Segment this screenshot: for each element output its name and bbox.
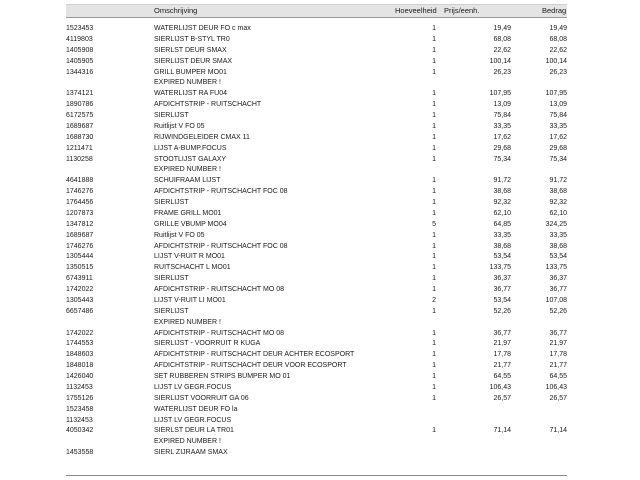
item-amount: 324,25 <box>545 220 567 228</box>
table-row <box>66 405 567 416</box>
item-amount: 22,62 <box>549 46 567 54</box>
item-description: AFDICHTSTRIP - RUITSCHACHT <box>154 101 262 109</box>
item-description: SET RUBBEREN STRIPS BUMPER MO 01 <box>154 373 291 380</box>
item-description: AFDICHTSTRIP - RUITSCHACHT MO 08 <box>154 286 285 293</box>
item-code: 4641888 <box>66 177 94 185</box>
item-amount: 71,14 <box>549 427 567 435</box>
item-unit-price: 22,62 <box>493 46 511 54</box>
item-quantity: 1 <box>432 394 436 402</box>
item-quantity: 1 <box>432 90 436 98</box>
item-code: 1426040 <box>66 373 94 380</box>
item-amount: 92,32 <box>549 199 567 206</box>
table-row <box>66 176 567 187</box>
table-row <box>66 35 567 46</box>
item-description: LIJST LV GEGR.FOCUS <box>154 383 232 391</box>
item-unit-price: 36,77 <box>493 329 511 337</box>
item-unit-price: 13,09 <box>493 101 511 109</box>
item-code: 1305444 <box>66 253 94 261</box>
item-description: WATERLIJST DEUR FO c max <box>154 25 251 32</box>
item-description: SIERLIJST <box>154 199 189 206</box>
item-description: EXPIRED NUMBER ! <box>154 79 221 87</box>
item-unit-price: 91,72 <box>493 177 511 185</box>
item-code: 1405908 <box>66 46 94 54</box>
item-quantity: 1 <box>432 35 436 43</box>
table-row <box>66 187 567 198</box>
item-amount: 36,77 <box>549 329 567 337</box>
header-amount: Bedrag <box>542 6 567 15</box>
item-unit-price: 36,77 <box>493 286 511 293</box>
item-description: SCHUIFRAAM LIJST <box>154 177 221 185</box>
item-quantity: 1 <box>432 242 436 250</box>
item-description: SIERLIJST DEUR SMAX <box>154 57 233 65</box>
item-quantity: 1 <box>432 264 436 272</box>
item-description: SIERLIJST VOORRUIT GA 06 <box>154 394 249 402</box>
table-row <box>66 133 567 144</box>
item-code: 1350515 <box>66 264 94 272</box>
item-unit-price: 71,14 <box>493 427 511 435</box>
item-code: 1453558 <box>66 449 94 457</box>
item-unit-price: 38,68 <box>493 242 511 250</box>
item-description: SIERLIJST - VOORRUIT R KUGA <box>154 340 261 348</box>
table-row <box>66 252 567 263</box>
item-code: 1848603 <box>66 351 94 359</box>
item-description: SIERLIJST <box>154 112 189 119</box>
table-row <box>66 57 567 68</box>
item-code: 6172575 <box>66 112 94 119</box>
item-code: 1848018 <box>66 362 94 370</box>
item-amount: 33,35 <box>549 122 567 130</box>
table-row <box>66 78 567 89</box>
table-row <box>66 111 567 122</box>
item-quantity: 1 <box>432 25 436 32</box>
item-description: GRILLE VBUMP MO04 <box>154 220 227 228</box>
item-code: 1523458 <box>66 405 94 413</box>
item-amount: 21,77 <box>549 362 567 370</box>
table-row <box>66 416 567 427</box>
table-row <box>66 198 567 209</box>
item-unit-price: 106,43 <box>489 383 511 391</box>
item-description: SIERLST DEUR SMAX <box>154 46 227 54</box>
item-amount: 33,35 <box>549 231 567 239</box>
table-row <box>66 394 567 405</box>
item-unit-price: 26,57 <box>493 394 511 402</box>
table-row <box>66 296 567 307</box>
table-row <box>66 89 567 100</box>
item-code: 1688730 <box>66 133 94 141</box>
item-unit-price: 19,49 <box>493 25 511 32</box>
table-row <box>66 339 567 350</box>
item-amount: 100,14 <box>545 57 567 65</box>
item-quantity: 1 <box>432 209 436 217</box>
table-row <box>66 437 567 448</box>
item-quantity: 1 <box>432 427 436 435</box>
item-description: SIERLIJST <box>154 307 189 315</box>
item-unit-price: 21,97 <box>493 340 511 348</box>
item-quantity: 1 <box>432 286 436 293</box>
item-code: 1689687 <box>66 231 94 239</box>
table-row <box>66 263 567 274</box>
item-unit-price: 107,95 <box>489 90 511 98</box>
item-amount: 13,09 <box>549 101 567 109</box>
item-description: GRILL BUMPER MO01 <box>154 68 227 76</box>
item-code: 1132453 <box>66 416 93 424</box>
item-unit-price: 17,78 <box>493 351 511 359</box>
table-row <box>66 100 567 111</box>
item-description: AFDICHTSTRIP - RUITSCHACHT FOC 08 <box>154 188 288 196</box>
item-code: 1405905 <box>66 57 94 65</box>
item-unit-price: 29,68 <box>493 144 511 152</box>
item-quantity: 1 <box>432 253 436 261</box>
item-quantity: 1 <box>432 362 436 370</box>
item-code: 1764456 <box>66 199 94 206</box>
item-amount: 75,84 <box>549 112 567 119</box>
table-row <box>66 426 567 437</box>
table-row <box>66 242 567 253</box>
header-description: Omschrijving <box>154 6 198 15</box>
item-amount: 75,34 <box>549 155 567 163</box>
item-quantity: 1 <box>432 112 436 119</box>
item-amount: 36,37 <box>549 275 567 283</box>
header-quantity: Hoeveelheid <box>395 6 437 15</box>
table-row <box>66 350 567 361</box>
item-description: STOOTLIJST GALAXY <box>154 155 227 163</box>
item-quantity: 1 <box>432 177 436 185</box>
item-code: 1742022 <box>66 329 94 337</box>
item-description: EXPIRED NUMBER ! <box>154 166 221 174</box>
item-amount: 26,57 <box>549 394 567 402</box>
item-amount: 17,62 <box>549 133 567 141</box>
item-description: AFDICHTSTRIP - RUITSCHACHT MO 08 <box>154 329 285 337</box>
item-unit-price: 33,35 <box>493 122 511 130</box>
item-description: Ruitlijst V FO 05 <box>154 122 205 130</box>
item-quantity: 1 <box>432 68 436 76</box>
item-amount: 106,43 <box>545 383 567 391</box>
item-unit-price: 21,77 <box>493 362 511 370</box>
item-description: SIERLST DEUR LA TR01 <box>154 427 234 435</box>
item-code: 4050342 <box>66 427 94 435</box>
table-row <box>66 144 567 155</box>
item-code: 1523453 <box>66 25 94 32</box>
item-description: AFDICHTSTRIP - RUITSCHACHT DEUR ACHTER ECOSPORT <box>154 351 355 359</box>
item-unit-price: 38,68 <box>493 188 511 196</box>
bottom-divider <box>66 475 567 476</box>
item-code: 1344316 <box>66 68 94 76</box>
item-amount: 133,75 <box>545 264 567 272</box>
item-amount: 52,26 <box>549 307 567 315</box>
table-row <box>66 68 567 79</box>
table-row <box>66 155 567 166</box>
item-description: EXPIRED NUMBER ! <box>154 318 221 326</box>
item-code: 1689687 <box>66 122 94 130</box>
item-unit-price: 75,84 <box>493 112 511 119</box>
table-row <box>66 318 567 329</box>
item-description: WATERLIJST RA FU04 <box>154 90 227 98</box>
item-description: SIERLIJST <box>154 275 189 283</box>
item-amount: 64,55 <box>549 373 567 380</box>
item-unit-price: 53,54 <box>493 296 511 304</box>
header-unit-price: Prijs/eenh. <box>444 6 480 15</box>
item-quantity: 1 <box>432 373 436 380</box>
item-amount: 38,68 <box>549 188 567 196</box>
item-quantity: 1 <box>432 188 436 196</box>
table-row <box>66 209 567 220</box>
item-unit-price: 62,10 <box>493 209 511 217</box>
table-row <box>66 274 567 285</box>
item-unit-price: 68,08 <box>493 35 511 43</box>
item-unit-price: 64,55 <box>493 373 511 380</box>
item-quantity: 2 <box>432 296 436 304</box>
item-unit-price: 17,62 <box>493 133 511 141</box>
item-amount: 91,72 <box>549 177 567 185</box>
item-code: 1755126 <box>66 394 94 402</box>
table-row <box>66 46 567 57</box>
item-unit-price: 52,26 <box>493 307 511 315</box>
table-row <box>66 372 567 383</box>
item-description: AFDICHTSTRIP - RUITSCHACHT DEUR VOOR ECOSPORT <box>154 362 347 370</box>
item-unit-price: 100,14 <box>489 57 511 65</box>
item-description: LIJST A-BUMP.FOCUS <box>154 144 227 152</box>
item-code: 1211471 <box>66 144 93 152</box>
table-row <box>66 307 567 318</box>
table-row <box>66 361 567 372</box>
table-row <box>66 383 567 394</box>
item-unit-price: 36,37 <box>493 275 511 283</box>
item-quantity: 1 <box>432 275 436 283</box>
item-unit-price: 92,32 <box>493 199 511 206</box>
table-row <box>66 231 567 242</box>
item-unit-price: 53,54 <box>493 253 511 261</box>
item-description: LIJST LV GEGR.FOCUS <box>154 416 232 424</box>
table-row <box>66 285 567 296</box>
item-amount: 62,10 <box>549 209 567 217</box>
table-row <box>66 165 567 176</box>
item-code: 6743911 <box>66 275 93 283</box>
item-code: 1305443 <box>66 296 94 304</box>
item-description: FRAME GRILL MO01 <box>154 209 222 217</box>
item-code: 1374121 <box>66 90 94 98</box>
item-description: AFDICHTSTRIP - RUITSCHACHT FOC 08 <box>154 242 288 250</box>
item-unit-price: 33,35 <box>493 231 511 239</box>
item-code: 1890786 <box>66 101 94 109</box>
item-code: 1742022 <box>66 286 94 293</box>
item-amount: 26,23 <box>549 68 567 76</box>
item-quantity: 1 <box>432 133 436 141</box>
item-quantity: 1 <box>432 351 436 359</box>
table-row <box>66 448 567 459</box>
item-description: RIJWINDGELEIDER CMAX 11 <box>154 133 250 141</box>
item-quantity: 1 <box>432 329 436 337</box>
item-quantity: 5 <box>432 220 436 228</box>
item-quantity: 1 <box>432 57 436 65</box>
item-quantity: 1 <box>432 46 436 54</box>
item-code: 1347812 <box>66 220 94 228</box>
table-row <box>66 329 567 340</box>
item-code: 1130258 <box>66 155 93 163</box>
item-description: LIJST V-RUIT R MO01 <box>154 253 225 261</box>
item-description: SIERL ZIJRAAM SMAX <box>154 449 228 457</box>
item-code: 1744553 <box>66 340 94 348</box>
item-description: Ruitlijst V FO 05 <box>154 231 205 239</box>
item-amount: 53,54 <box>549 253 567 261</box>
item-code: 4119803 <box>66 35 93 43</box>
item-quantity: 1 <box>432 231 436 239</box>
item-code: 1746276 <box>66 242 94 250</box>
item-quantity: 1 <box>432 307 436 315</box>
item-code: 1132453 <box>66 383 93 391</box>
item-amount: 38,68 <box>549 242 567 250</box>
table-header <box>66 5 567 18</box>
invoice-page <box>66 0 567 480</box>
item-quantity: 1 <box>432 155 436 163</box>
item-quantity: 1 <box>432 199 436 206</box>
item-quantity: 1 <box>432 101 436 109</box>
table-row <box>66 24 567 35</box>
item-amount: 17,78 <box>549 351 567 359</box>
item-unit-price: 64,85 <box>493 220 511 228</box>
item-description: EXPIRED NUMBER ! <box>154 438 221 446</box>
item-amount: 107,95 <box>545 90 567 98</box>
item-code: 1207873 <box>66 209 94 217</box>
item-unit-price: 133,75 <box>489 264 511 272</box>
item-description: WATERLIJST DEUR FO la <box>154 405 238 413</box>
table-row <box>66 122 567 133</box>
item-amount: 21,97 <box>549 340 567 348</box>
item-quantity: 1 <box>432 122 436 130</box>
table-body <box>66 24 567 459</box>
item-amount: 107,08 <box>545 296 567 304</box>
item-amount: 19,49 <box>549 25 567 32</box>
item-amount: 68,08 <box>549 35 567 43</box>
item-quantity: 1 <box>432 144 436 152</box>
item-quantity: 1 <box>432 383 436 391</box>
item-description: LIJST V-RUIT LI MO01 <box>154 296 226 304</box>
item-quantity: 1 <box>432 340 436 348</box>
item-code: 1746276 <box>66 188 94 196</box>
item-code: 6657486 <box>66 307 94 315</box>
table-row <box>66 220 567 231</box>
item-amount: 29,68 <box>549 144 567 152</box>
item-amount: 36,77 <box>549 286 567 293</box>
item-description: SIERLIJST B-STYL TR0 <box>154 35 230 43</box>
item-unit-price: 75,34 <box>493 155 511 163</box>
item-description: RUITSCHACHT L MO01 <box>154 264 231 272</box>
item-unit-price: 26,23 <box>493 68 511 76</box>
